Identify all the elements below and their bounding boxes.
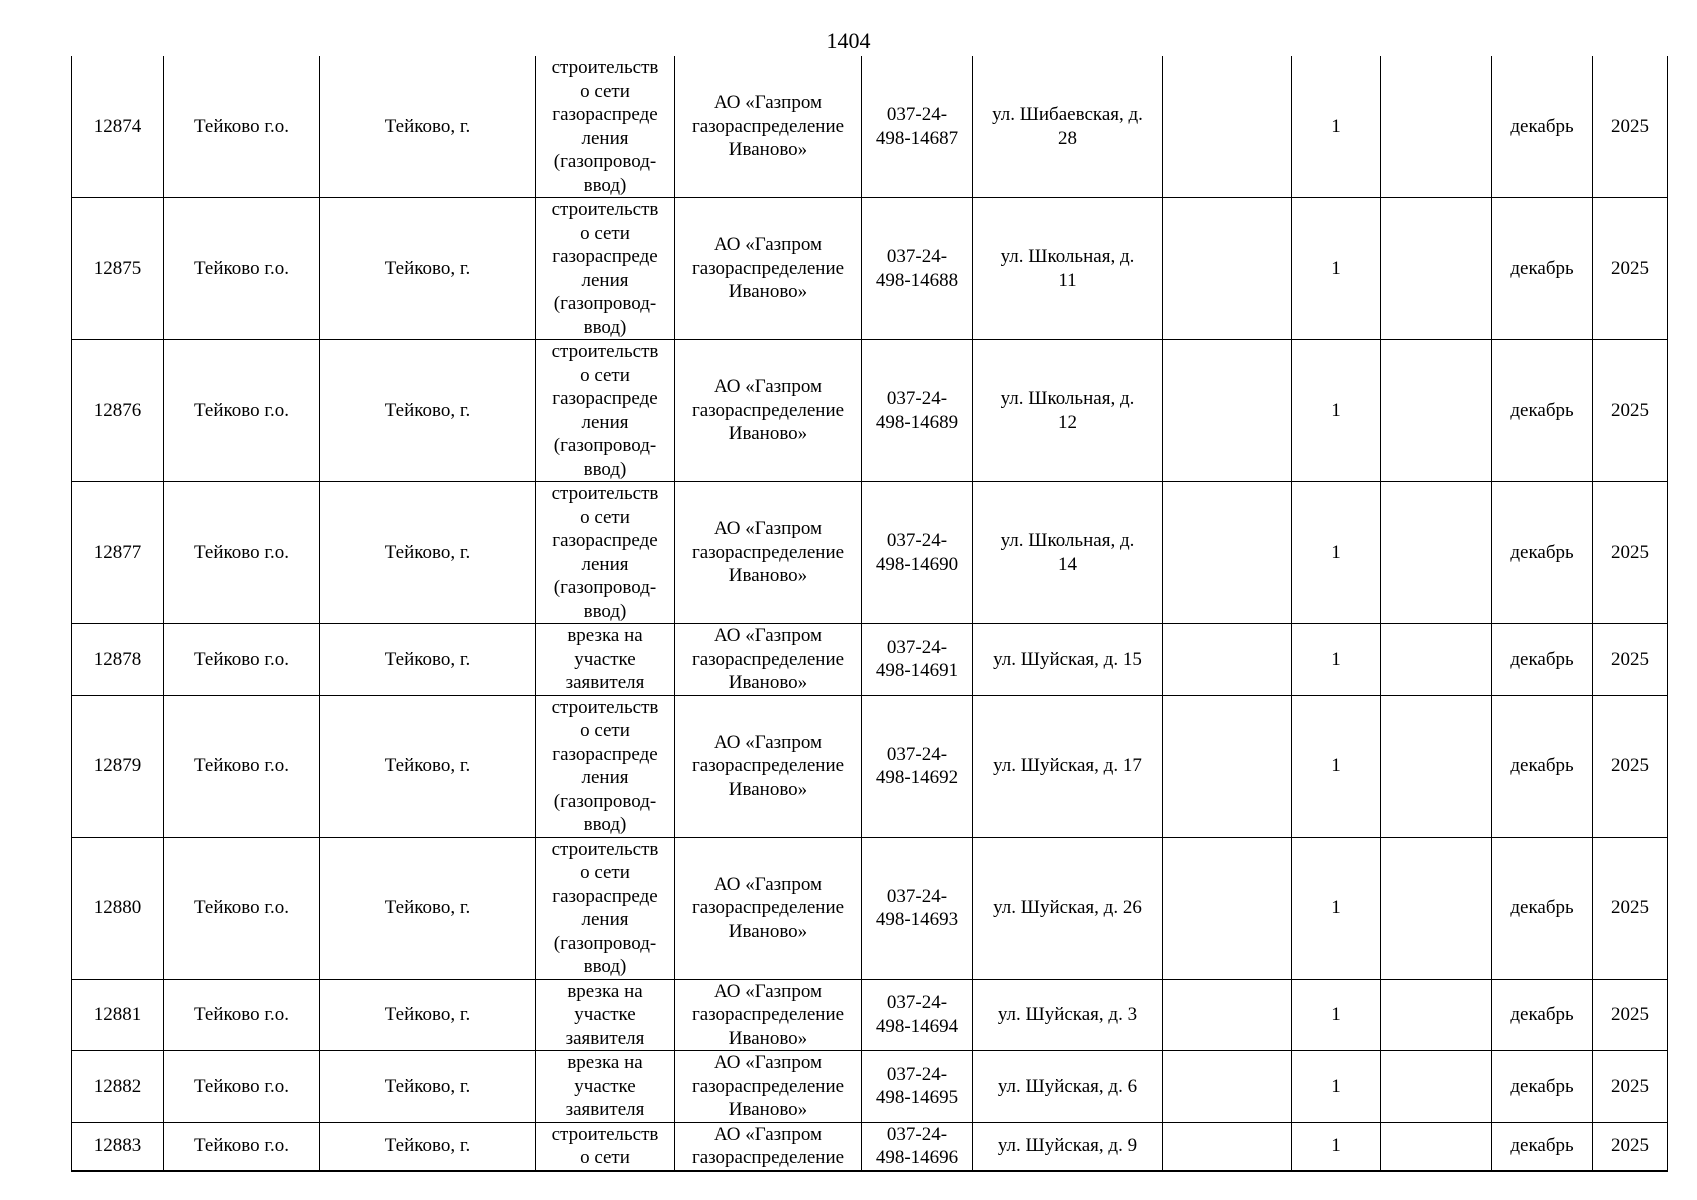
- work-type-cell: строительств о сети газораспреде ления (газопровод- ввод): [536, 340, 675, 482]
- code-cell: 037-24- 498-14688: [862, 198, 973, 340]
- code-cell: 037-24- 498-14687: [862, 56, 973, 198]
- empty-cell: [1163, 979, 1292, 1051]
- address-cell: ул. Шуйская, д. 26: [973, 837, 1163, 979]
- organization-cell: АО «Газпром газораспределение Иваново»: [675, 1051, 862, 1123]
- work-type-cell: строительств о сети газораспреде ления (газопровод- ввод): [536, 198, 675, 340]
- empty-cell: [1163, 1122, 1292, 1171]
- code-cell: 037-24- 498-14695: [862, 1051, 973, 1123]
- work-type-cell: строительств о сети газораспреде ления (газопровод- ввод): [536, 837, 675, 979]
- work-type-cell: врезка на участке заявителя: [536, 1051, 675, 1123]
- empty-cell: [1381, 979, 1492, 1051]
- month-cell: декабрь: [1492, 1122, 1593, 1171]
- address-cell: ул. Школьная, д. 14: [973, 482, 1163, 624]
- district-cell: Тейково г.о.: [164, 56, 320, 198]
- quantity-cell: 1: [1292, 1051, 1381, 1123]
- empty-cell: [1381, 837, 1492, 979]
- row-number: 12883: [72, 1122, 164, 1171]
- month-cell: декабрь: [1492, 340, 1593, 482]
- organization-cell: АО «Газпром газораспределение Иваново»: [675, 198, 862, 340]
- table-row: [72, 979, 1668, 1051]
- empty-cell: [1381, 482, 1492, 624]
- month-cell: декабрь: [1492, 979, 1593, 1051]
- locality-cell: Тейково, г.: [320, 1051, 536, 1123]
- empty-cell: [1163, 56, 1292, 198]
- month-cell: декабрь: [1492, 482, 1593, 624]
- code-cell: 037-24- 498-14693: [862, 837, 973, 979]
- table-row: [72, 340, 1668, 482]
- organization-cell: АО «Газпром газораспределение Иваново»: [675, 979, 862, 1051]
- row-number: 12879: [72, 695, 164, 837]
- data-table: [71, 56, 1668, 1172]
- organization-cell: АО «Газпром газораспределение Иваново»: [675, 837, 862, 979]
- address-cell: ул. Шибаевская, д. 28: [973, 56, 1163, 198]
- year-cell: 2025: [1593, 979, 1668, 1051]
- year-cell: 2025: [1593, 340, 1668, 482]
- month-cell: декабрь: [1492, 695, 1593, 837]
- row-number: 12881: [72, 979, 164, 1051]
- table-row: [72, 837, 1668, 979]
- work-type-cell: врезка на участке заявителя: [536, 624, 675, 696]
- district-cell: Тейково г.о.: [164, 695, 320, 837]
- empty-cell: [1163, 624, 1292, 696]
- year-cell: 2025: [1593, 1122, 1668, 1171]
- year-cell: 2025: [1593, 624, 1668, 696]
- district-cell: Тейково г.о.: [164, 837, 320, 979]
- locality-cell: Тейково, г.: [320, 198, 536, 340]
- locality-cell: Тейково, г.: [320, 695, 536, 837]
- month-cell: декабрь: [1492, 198, 1593, 340]
- month-cell: декабрь: [1492, 624, 1593, 696]
- work-type-cell: строительств о сети газораспреде ления (газопровод- ввод): [536, 695, 675, 837]
- district-cell: Тейково г.о.: [164, 482, 320, 624]
- row-number: 12880: [72, 837, 164, 979]
- empty-cell: [1163, 1051, 1292, 1123]
- address-cell: ул. Шуйская, д. 17: [973, 695, 1163, 837]
- empty-cell: [1381, 1051, 1492, 1123]
- quantity-cell: 1: [1292, 624, 1381, 696]
- table-row: [72, 482, 1668, 624]
- row-number: 12877: [72, 482, 164, 624]
- empty-cell: [1163, 198, 1292, 340]
- code-cell: 037-24- 498-14690: [862, 482, 973, 624]
- empty-cell: [1163, 695, 1292, 837]
- table-row: [72, 56, 1668, 198]
- year-cell: 2025: [1593, 1051, 1668, 1123]
- row-number: 12882: [72, 1051, 164, 1123]
- year-cell: 2025: [1593, 198, 1668, 340]
- empty-cell: [1381, 56, 1492, 198]
- code-cell: 037-24- 498-14689: [862, 340, 973, 482]
- code-cell: 037-24- 498-14692: [862, 695, 973, 837]
- table-row: [72, 198, 1668, 340]
- row-number: 12878: [72, 624, 164, 696]
- district-cell: Тейково г.о.: [164, 1122, 320, 1171]
- empty-cell: [1381, 695, 1492, 837]
- locality-cell: Тейково, г.: [320, 56, 536, 198]
- locality-cell: Тейково, г.: [320, 482, 536, 624]
- empty-cell: [1381, 1122, 1492, 1171]
- quantity-cell: 1: [1292, 340, 1381, 482]
- table-row: [72, 624, 1668, 696]
- organization-cell: АО «Газпром газораспределение Иваново»: [675, 624, 862, 696]
- locality-cell: Тейково, г.: [320, 979, 536, 1051]
- year-cell: 2025: [1593, 482, 1668, 624]
- row-number: 12876: [72, 340, 164, 482]
- year-cell: 2025: [1593, 837, 1668, 979]
- quantity-cell: 1: [1292, 198, 1381, 340]
- address-cell: ул. Школьная, д. 11: [973, 198, 1163, 340]
- district-cell: Тейково г.о.: [164, 979, 320, 1051]
- locality-cell: Тейково, г.: [320, 1122, 536, 1171]
- page-number: 1404: [826, 28, 871, 53]
- organization-cell: АО «Газпром газораспределение: [675, 1122, 862, 1171]
- quantity-cell: 1: [1292, 837, 1381, 979]
- empty-cell: [1381, 340, 1492, 482]
- month-cell: декабрь: [1492, 837, 1593, 979]
- address-cell: ул. Шуйская, д. 6: [973, 1051, 1163, 1123]
- locality-cell: Тейково, г.: [320, 624, 536, 696]
- quantity-cell: 1: [1292, 695, 1381, 837]
- table-row: [72, 695, 1668, 837]
- row-number: 12874: [72, 56, 164, 198]
- quantity-cell: 1: [1292, 482, 1381, 624]
- month-cell: декабрь: [1492, 56, 1593, 198]
- code-cell: 037-24- 498-14694: [862, 979, 973, 1051]
- work-type-cell: строительств о сети газораспреде ления (газопровод- ввод): [536, 482, 675, 624]
- locality-cell: Тейково, г.: [320, 837, 536, 979]
- address-cell: ул. Шуйская, д. 3: [973, 979, 1163, 1051]
- code-cell: 037-24- 498-14696: [862, 1122, 973, 1171]
- address-cell: ул. Школьная, д. 12: [973, 340, 1163, 482]
- organization-cell: АО «Газпром газораспределение Иваново»: [675, 482, 862, 624]
- locality-cell: Тейково, г.: [320, 340, 536, 482]
- work-type-cell: строительств о сети: [536, 1122, 675, 1171]
- empty-cell: [1381, 624, 1492, 696]
- organization-cell: АО «Газпром газораспределение Иваново»: [675, 340, 862, 482]
- month-cell: декабрь: [1492, 1051, 1593, 1123]
- district-cell: Тейково г.о.: [164, 1051, 320, 1123]
- quantity-cell: 1: [1292, 979, 1381, 1051]
- year-cell: 2025: [1593, 56, 1668, 198]
- quantity-cell: 1: [1292, 1122, 1381, 1171]
- empty-cell: [1163, 837, 1292, 979]
- table-row: [72, 1122, 1668, 1171]
- empty-cell: [1163, 340, 1292, 482]
- empty-cell: [1163, 482, 1292, 624]
- organization-cell: АО «Газпром газораспределение Иваново»: [675, 695, 862, 837]
- code-cell: 037-24- 498-14691: [862, 624, 973, 696]
- quantity-cell: 1: [1292, 56, 1381, 198]
- empty-cell: [1381, 198, 1492, 340]
- organization-cell: АО «Газпром газораспределение Иваново»: [675, 56, 862, 198]
- year-cell: 2025: [1593, 695, 1668, 837]
- table-row: [72, 1051, 1668, 1123]
- address-cell: ул. Шуйская, д. 15: [973, 624, 1163, 696]
- district-cell: Тейково г.о.: [164, 624, 320, 696]
- address-cell: ул. Шуйская, д. 9: [973, 1122, 1163, 1171]
- district-cell: Тейково г.о.: [164, 198, 320, 340]
- work-type-cell: строительств о сети газораспреде ления (газопровод- ввод): [536, 56, 675, 198]
- district-cell: Тейково г.о.: [164, 340, 320, 482]
- work-type-cell: врезка на участке заявителя: [536, 979, 675, 1051]
- row-number: 12875: [72, 198, 164, 340]
